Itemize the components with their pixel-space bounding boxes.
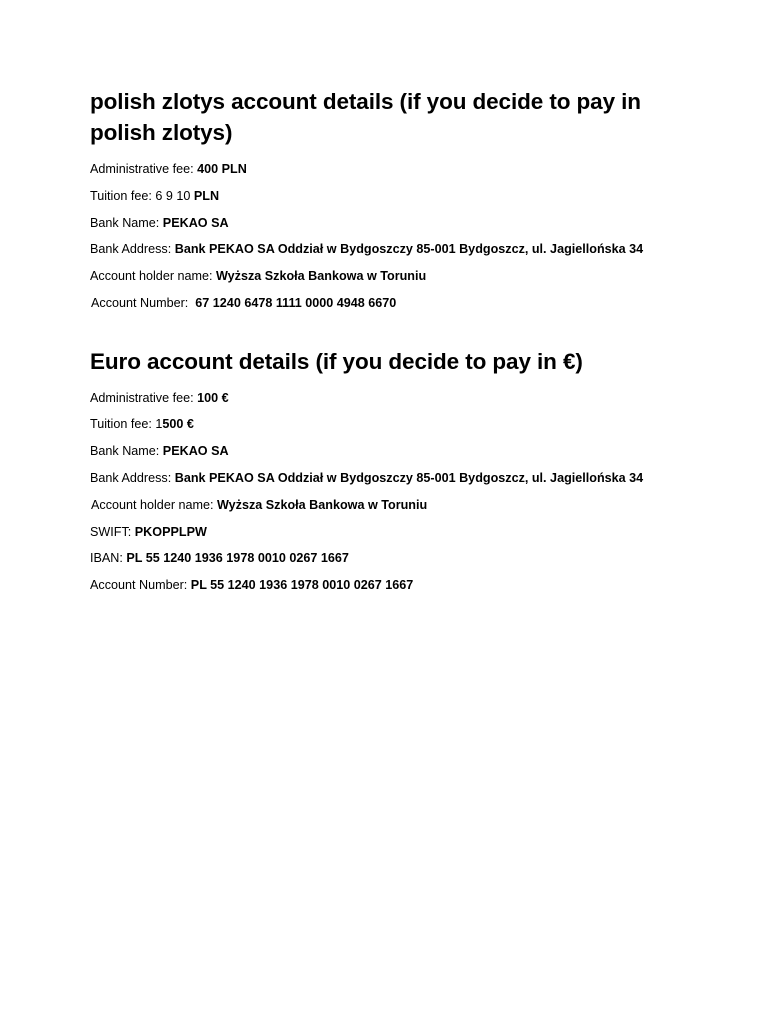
field-value: 500 € [162,417,194,431]
eur-tuition-fee [90,415,194,433]
field-label: Account holder name: [91,498,218,512]
field-value: PL 55 1240 1936 1978 0010 0267 1667 [126,551,349,565]
field-label: Tuition fee: 1 [90,417,163,431]
field-value: Wyższa Szkoła Bankowa w Toruniu [216,269,427,283]
pln-section-heading: polish zlotys account details (if you decide to pay in polish zlotys) [90,89,641,145]
field-value: PL 55 1240 1936 1978 0010 0267 1667 [190,578,414,592]
field-value: 100 € [197,391,229,405]
field-value: 67 1240 6478 1111 0000 4948 6670 [195,296,397,310]
field-label: Bank Name: [90,216,163,230]
eur-account-number [90,576,413,594]
field-label: Bank Address: [90,471,175,485]
eur-administrative-fee [90,389,229,407]
pln-bank-address [90,240,643,258]
field-label: Bank Address: [90,242,175,256]
field-value: Bank PEKAO SA Oddział w Bydgoszczy 85-001 Bydgoszcz, ul. Jagiellońska 34 [174,242,644,256]
pln-bank-name [90,214,229,232]
eur-iban [90,549,349,567]
field-label: Account Number: [91,296,196,310]
field-label: IBAN: [90,551,127,565]
field-value: PKOPPLPW [134,525,207,539]
pln-tuition-fee [90,187,219,205]
eur-swift [90,523,207,541]
field-label: Account Number: [90,578,191,592]
pln-administrative-fee [90,160,247,178]
field-label: Account holder name: [90,269,217,283]
field-label: Bank Name: [90,444,163,458]
field-value: Wyższa Szkoła Bankowa w Toruniu [217,498,428,512]
pln-account-holder [90,267,426,285]
eur-bank-name [90,442,229,460]
field-value: Bank PEKAO SA Oddział w Bydgoszczy 85-001 Bydgoszcz, ul. Jagiellońska 34 [174,471,644,485]
field-value: PEKAO SA [162,216,229,230]
field-label: Administrative fee: [90,391,198,405]
eur-section-heading: Euro account details (if you decide to pay in €) [90,349,583,374]
field-value: PLN [193,189,220,203]
eur-account-holder [91,496,427,514]
eur-bank-address [90,469,643,487]
field-label: SWIFT: [90,525,135,539]
field-label: Tuition fee: 6 9 10 [90,189,194,203]
field-value: 400 PLN [197,162,247,176]
field-label: Administrative fee: [90,162,198,176]
field-value: PEKAO SA [162,444,229,458]
pln-account-number [91,294,396,312]
